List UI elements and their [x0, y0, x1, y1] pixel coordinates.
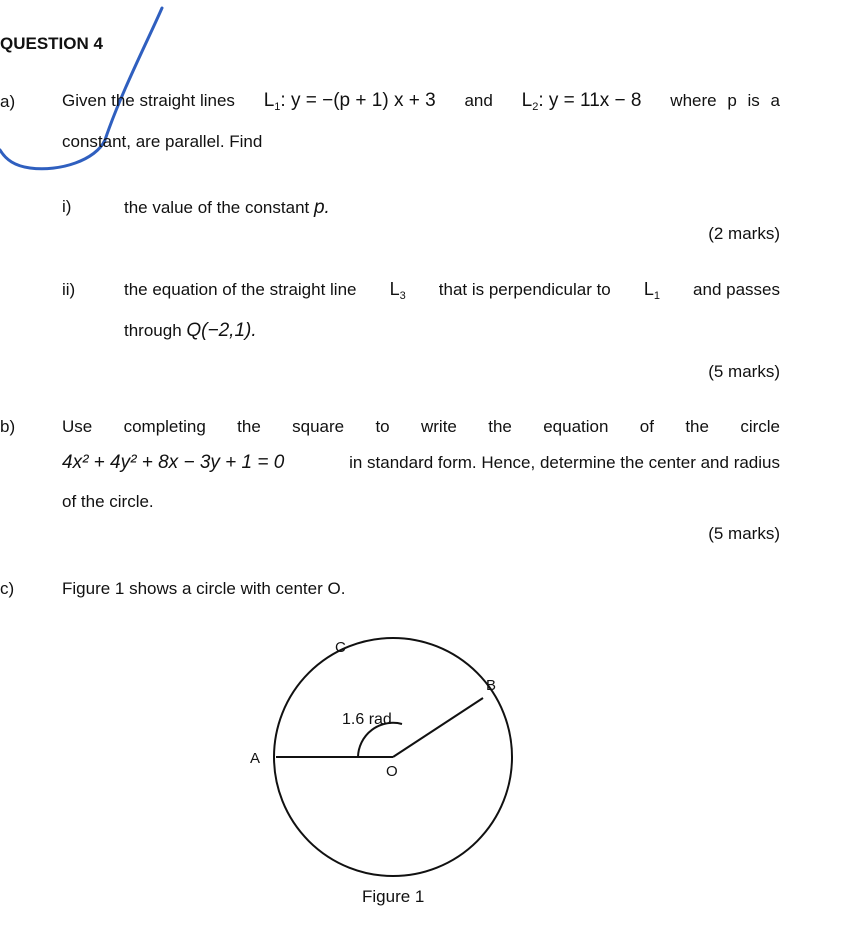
- sub-i-text: the value of the constant p.: [124, 197, 330, 218]
- part-a-intro-end: where p is a: [670, 91, 780, 110]
- part-b-word: the: [488, 417, 512, 436]
- constant-p: p.: [313, 197, 330, 218]
- part-b-line1: [62, 417, 780, 437]
- part-c-text: Figure 1 shows a circle with center O.: [62, 579, 346, 598]
- sub-ii-label: ii): [62, 280, 76, 299]
- part-b-marks: (5 marks): [708, 524, 780, 543]
- part-b-label: b): [0, 417, 16, 436]
- part-b-word: equation: [543, 417, 609, 436]
- sub-ii-marks: (5 marks): [708, 362, 780, 381]
- part-b-line2: 4x² + 4y² + 8x − 3y + 1 = 0 in standard form. Hence, determine the center and radius: [62, 452, 780, 473]
- part-b-word: Use: [62, 417, 93, 436]
- part-a-line1: [62, 90, 780, 112]
- part-b-word: the: [685, 417, 709, 436]
- point-label-o: O: [386, 763, 398, 780]
- angle-label: 1.6 rad: [342, 711, 392, 728]
- part-a-label: a): [0, 92, 16, 111]
- point-label-b: B: [486, 677, 497, 694]
- sub-i-label: i): [62, 197, 72, 216]
- line-l1-equation: $L_1$: y = −(p + 1) x + 3: [263, 90, 436, 113]
- part-a-line2: constant, are parallel. Find: [62, 132, 263, 151]
- circle-equation: 4x² + 4y² + 8x − 3y + 1 = 0: [62, 452, 285, 473]
- part-c-label: c): [0, 579, 15, 598]
- line-l1-ref: $L_1$: [643, 279, 660, 302]
- part-b-word: the: [237, 417, 261, 436]
- part-b-word: to: [375, 417, 390, 436]
- point-q: Q(−2,1).: [186, 320, 257, 341]
- sub-ii-line2: through Q(−2,1).: [124, 320, 257, 341]
- part-b-word: completing: [123, 417, 206, 436]
- figure-caption: Figure 1: [362, 887, 425, 906]
- part-b-word: write: [420, 417, 457, 436]
- point-label-a: A: [250, 750, 261, 767]
- and-word: and: [464, 91, 493, 110]
- point-label-c: C: [335, 639, 346, 656]
- sub-i-marks: (2 marks): [708, 224, 780, 243]
- part-b-line3: of the circle.: [62, 492, 154, 511]
- part-b-word: circle: [740, 417, 780, 436]
- sub-ii-line1: the equation of the straight line $L_3$ that is perpendicular to $L_1$ and passes: [124, 279, 780, 302]
- line-l2-equation: $L_2$: y = 11x − 8: [521, 90, 642, 113]
- question-title: QUESTION 4: [0, 34, 103, 53]
- part-b-word: of: [639, 417, 654, 436]
- part-b-word: square: [292, 417, 345, 436]
- figure-1-circle-diagram: [240, 630, 530, 890]
- radius-ob: [393, 698, 483, 757]
- line-l3: $L_3$: [389, 279, 406, 302]
- part-a-intro: Given the straight lines: [62, 91, 235, 110]
